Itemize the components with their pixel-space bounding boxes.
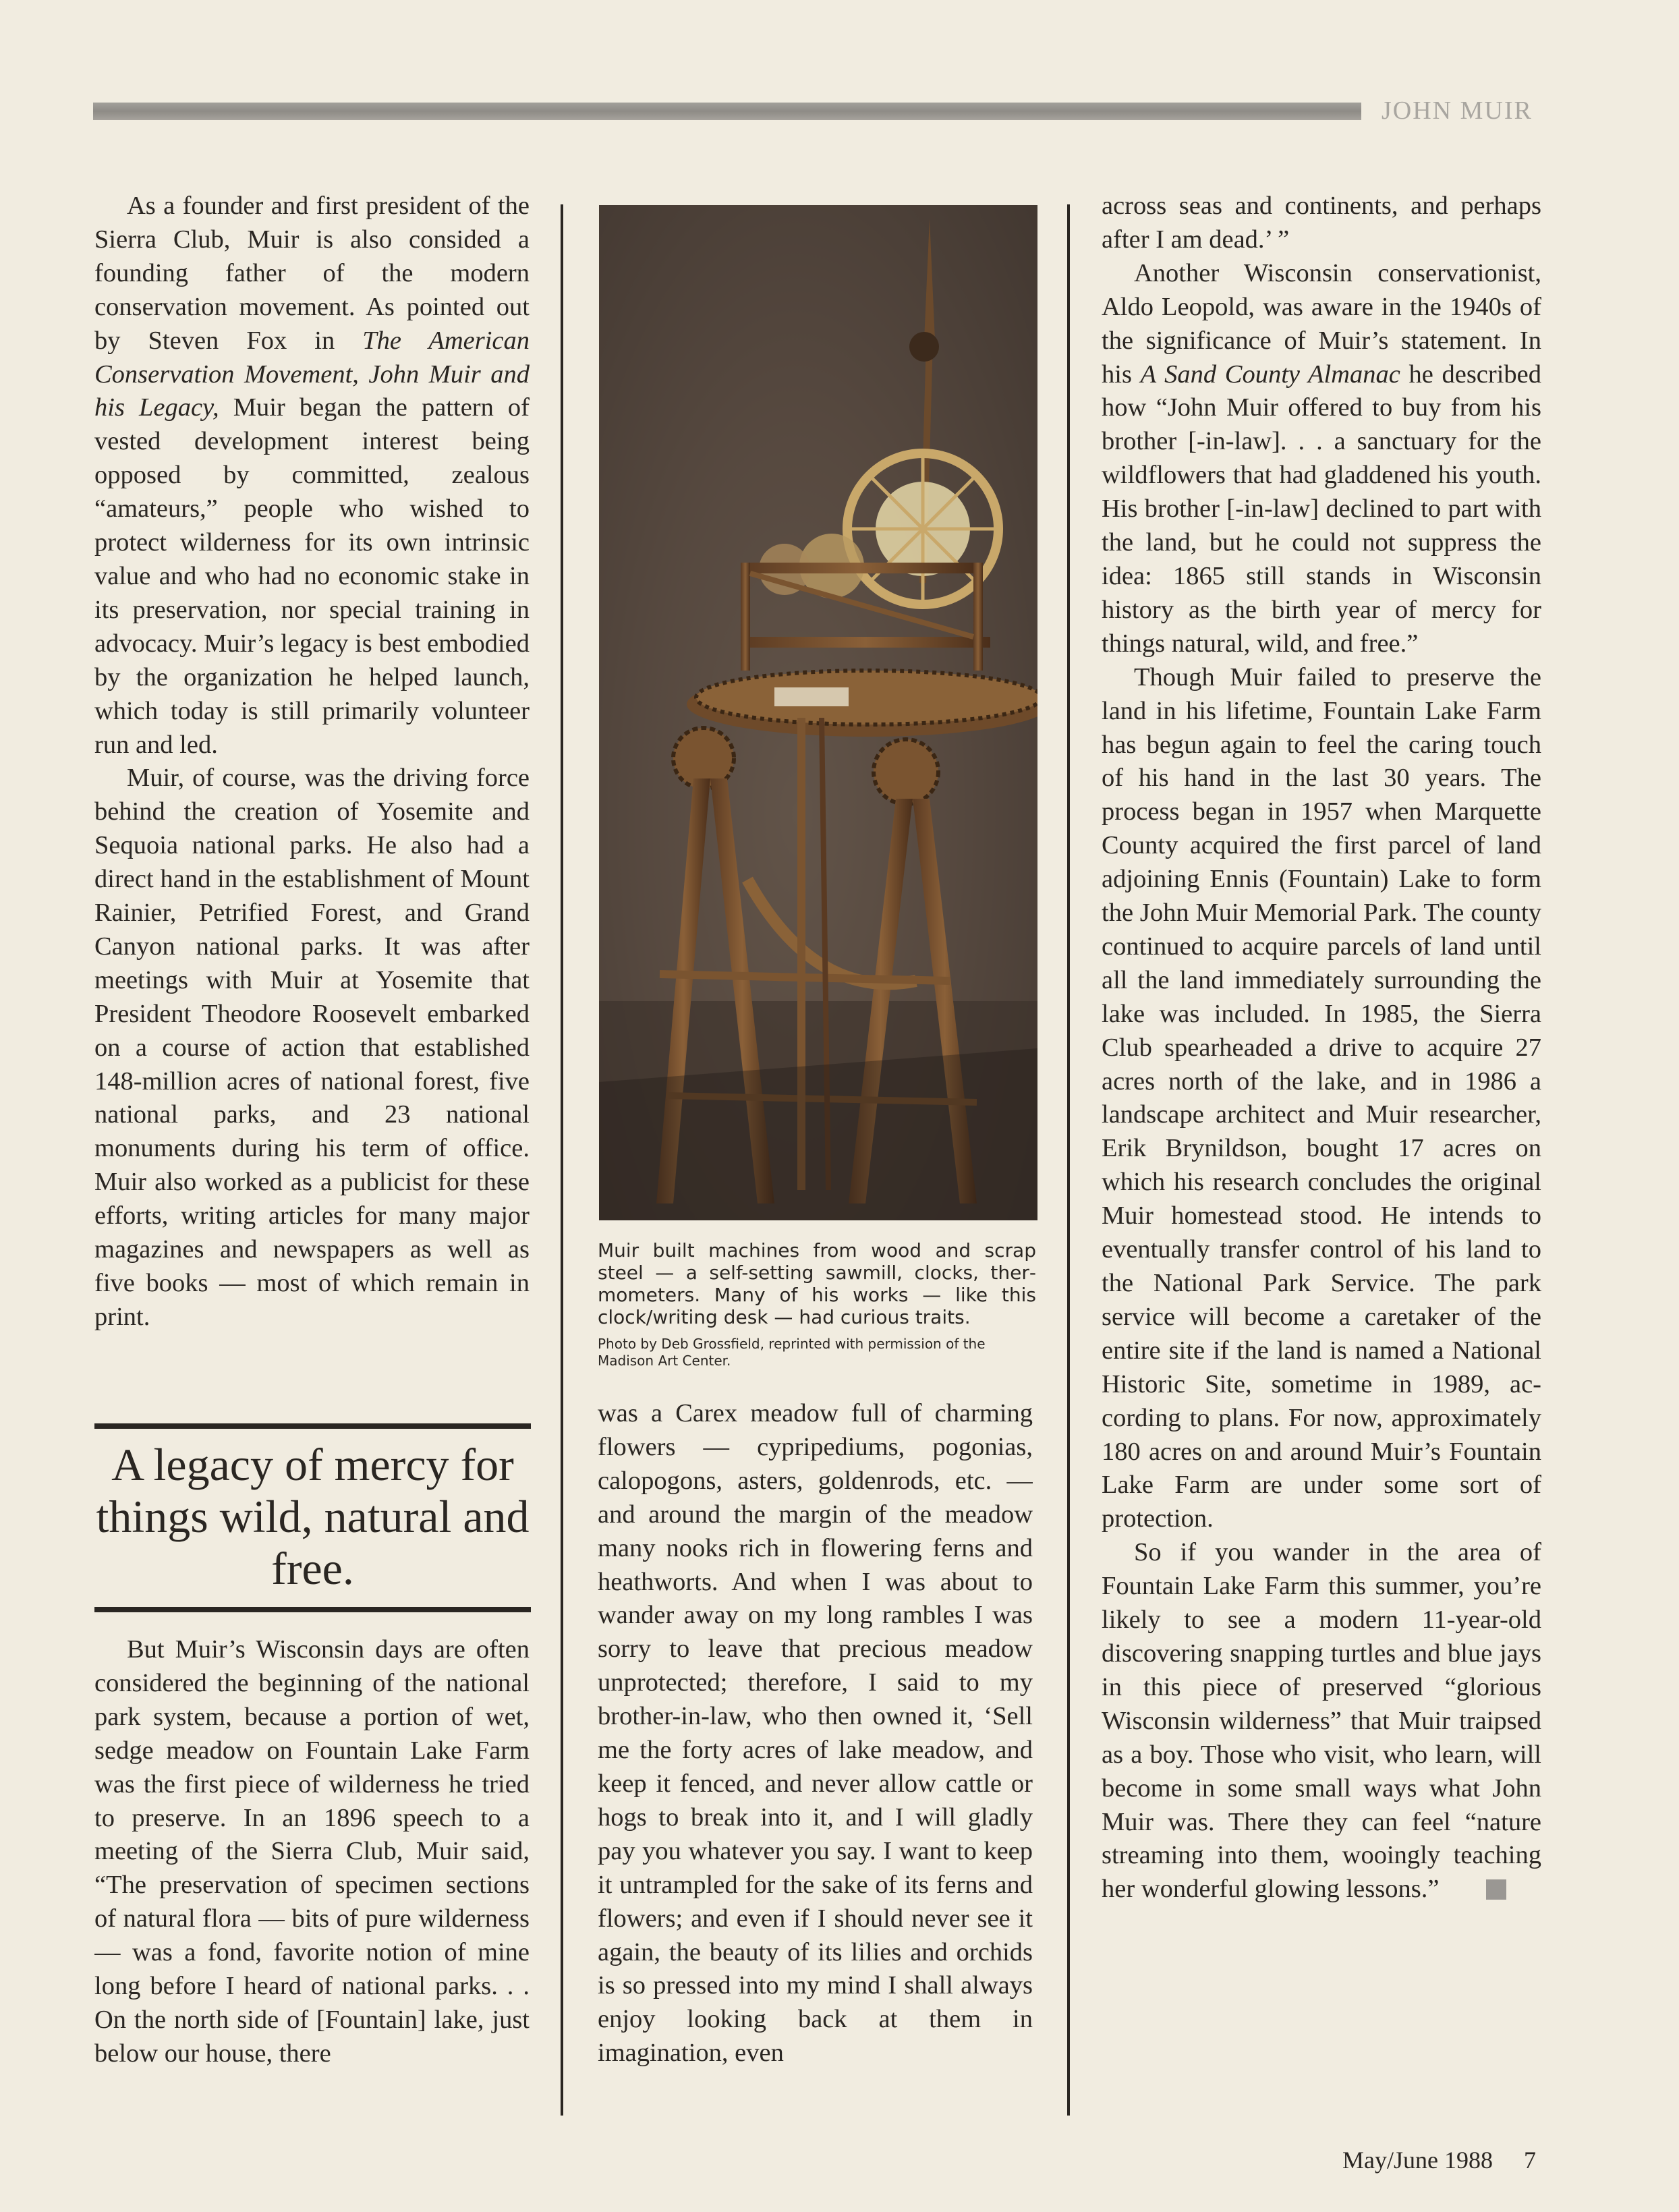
paragraph [94,190,530,762]
issue-date: May/June 1988 [1342,2147,1493,2174]
paragraph: across seas and continents, and perhaps after I am dead.’ ” [1102,192,1541,254]
clock-desk-illustration [599,205,1037,1220]
running-header: JOHN MUIR [1382,96,1533,125]
paragraph: Though Muir failed to preserve the land in his lifetime, Fountain Lake Farm has begun again to feel the caring touch of his hand in the last 30 years. The process began in 1957 when Marquette County acquired the first parcel of land adjoining Ennis (Fountain) Lake to form the John Muir Memorial Park. The county continued to acquire parcels of land until all the land immediately surrounding the lake was included. In 1985, the Sierra Club spearheaded a drive to acquire 27 acres north of the lake, and in 1986 a landscape architect and Muir researcher, Erik Brynildson, bought 17 acres on which his research concludes the original Muir homestead stood. He intends to eventually transfer control of his land to the National Park Service. The park service will become a caretaker of the entire site if the land is named a National Historic Site, sometime in 1989, according to plans. For now, approximately 180 acres on and around Muir’s Fountain Lake Farm are under some sort of protection. [1102,662,1541,1533]
paragraph: was a Carex meadow full of charming flowers — cypripediums, pogonias, calopogons, asters, goldenrods, etc. — and around the margin of the meadow many nooks rich in flowering ferns and heathworts. And when I was about to wander away on my long rambles I was sorry to leave that precious meadow unprotected; therefore, I said to my brother-in-law, who then owned it, ‘Sell me the forty acres of lake meadow, and keep it fenced, and never allow cattle or hogs to break into it, and I will gladly pay you whatever you say. I want to keep it untrampled for the sake of its ferns and flowers; and even if I should never see it again, the beauty of its lilies and orchids is so pressed into my mind I shall always enjoy looking back at them in imagination, even [598,1399,1033,2068]
column-1-continued [94,1633,530,2112]
column-1-text [94,190,530,1404]
column-divider [1067,204,1070,2116]
column-3-text [1102,190,1541,2078]
header-rule [93,103,1361,120]
paragraph [1102,1536,1541,1906]
paragraph-text: Another Wisconsin conservationist, Aldo Leopold, was aware in the 1940s of the significance of Muir’s statement. In his [1102,258,1541,389]
pullquote-rule-bottom [94,1607,531,1612]
photo-clock-writing-desk [599,205,1037,1220]
column-divider [561,204,563,2116]
paragraph-text: So if you wander in the area of Fountain Lake Farm this summer, you’re likely to see a modern 11-year-old discovering snapping turtles and blue jays in this piece of preserved “glorious Wisconsin wilderness” that Muir traipsed as a boy. Those who visit, who learn, will become in some small ways what John Muir was. There they can feel “nature streaming into them, wooingly teaching her wonderful glowing lessons.” [1102,1538,1541,1904]
paragraph-text: As a founder and first president of the Sierra Club, Muir is also consided a founding father of the modern conservation movement. As pointed out by Steven Fox in [94,192,530,355]
pullquote-rule-top [94,1423,531,1429]
column-2-text [598,1397,1033,2112]
paragraph-text: he described how “John Muir offered to buy from his brother [-in-law]. . . a sanctuary for the wildflowers that had gladdened his youth. His brother [-in-law] declined to part with the land, but he could not suppress the idea: 1865 still stands in Wisconsin history as the birth year of mercy for things natural, wild, and free.” [1102,360,1541,658]
paragraph: Muir, of course, was the driving force behind the creation of Yosemite and Sequoia national parks. He also had a direct hand in the establishment of Mount Rainier, Petrified Forest, and Grand Canyon national parks. It was after meetings with Muir at Yosemite that President Theodore Roosevelt embarked on a course of action that established 148-million acres of national forest, five national parks, and 23 national monuments during his term of office. Muir also worked as a publicist for these efforts, writing articles for many major magazines and newspapers as well as five books — most of which remain in print. [94,764,530,1331]
page-number: 7 [1523,2147,1536,2174]
end-mark-icon [1486,1879,1506,1900]
photo-caption: Muir built machines from wood and scrap steel — a self-setting sawmill, clocks, thermometers. Many of his works — like this clock/writing desk — had curious traits. [598,1239,1036,1328]
photo-credit: Photo by Deb Grossfield, reprinted with permission of the Madison Art Center. [598,1336,986,1369]
pullquote: A legacy of mercy for things wild, natural and free. [96,1439,530,1594]
book-title: The American Conservation Movement, John Muir and his Legacy, [94,326,530,422]
book-title: A Sand County Almanac [1140,360,1400,389]
paragraph [1102,257,1541,661]
paragraph-text: Muir began the pattern of vested development interest being opposed by committed, zealous “amateurs,” people who wished to protect wilderness for its own intrinsic value and who had no economic stake in its preservation, nor special training in advocacy. Muir’s legacy is best embodied by the organization he helped launch, which today is still primarily volunteer run and led. [94,393,530,759]
paragraph: But Muir’s Wisconsin days are often considered the beginning of the national park system, because a portion of wet, sedge meadow on Fountain Lake Farm was the first piece of wilderness he tried to preserve. In an 1896 speech to a meeting of the Sierra Club, Muir said, “The preservation of specimen sections of natural flora — bits of pure wilderness — was a fond, favorite notion of mine long before I heard of national parks. . . On the north side of [Fountain] lake, just below our house, there [94,1635,530,2068]
page-footer [1342,2146,1536,2174]
